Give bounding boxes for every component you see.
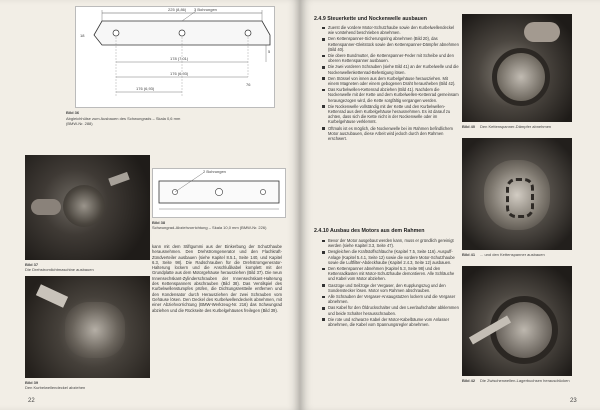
figure-36-caption: Abgleichhülse zum Ausbauen des Schwungrads – Skala 0,6 mm (BMW-Nr. 288)	[66, 116, 181, 126]
figure-39-caption: Den Kurbelwellendeckel abziehen	[25, 385, 86, 390]
dim-18: 18	[80, 33, 85, 38]
bearing-shape	[490, 296, 558, 364]
tool-shape	[36, 284, 68, 308]
list-item: Die obere Bundmutter, die Kettenspanner-Feder mit Scheibe und den oberen Kettenspanner ausbauen.	[322, 53, 460, 63]
right-page-number: 23	[570, 398, 577, 404]
dim-176a: 176 (6,93)	[170, 71, 189, 76]
figure-40-caption: Den Kettenspanner-Dämpfer abnehmen	[480, 124, 552, 129]
figure-39-photo	[25, 276, 150, 378]
figure-42-photo	[462, 266, 572, 376]
list-item: Das Kabel für den Öldruckschalter und den Leerlaufschalter abklemmen und beide Schalter herausschrauben.	[322, 305, 460, 315]
figure-36-drawing	[75, 6, 275, 108]
section-2-4-10-list	[322, 238, 460, 396]
list-item: Den Stössel von innen aus dem Kurbelgehäuse herausziehen. Mit einem Magneten oder einem gebogenen Draht herausheben (Bild 42).	[322, 76, 460, 86]
dim-5: 5	[268, 49, 271, 54]
figure-41-label: Bild 41	[462, 252, 476, 257]
figure-42-label: Bild 42	[462, 378, 476, 383]
figure-38-caption: Schwungrad-Abziehvorrichtung – Skala 10,0 mm (BMW-Nr. 226)	[152, 225, 267, 230]
list-item: Alle Schrauben der Vergaser-Ansaugstutzen lockern und die Vergaser abnehmen.	[322, 294, 460, 304]
list-item: Den Kettenspanner abnehmen (Kapitel 5.3, Seite 98) und den Kettenradkasten mit Motor-Schutzhaube demontieren. Alle Schläuche und Kabel vom Motor abziehen.	[322, 266, 460, 282]
figure-40-photo	[462, 14, 572, 122]
section-2-4-10-title: 2.4.10 Ausbau des Motors aus dem Rahmen	[314, 228, 425, 234]
list-item: Die rote und schwarze Kabel der Motor-Kabelbäume vom Anlasser abnehmen, die Kabel vom Spannungsregler abnehmen.	[322, 317, 460, 327]
dim-178: 178 (7,01)	[170, 56, 189, 61]
figure-38-drawing	[152, 168, 286, 218]
figure-37-photo	[25, 155, 150, 260]
figure-41-photo	[462, 138, 572, 250]
section-2-4-9-title: 2.4.9 Steuerkette und Nockenwelle ausbauen	[314, 16, 428, 22]
figure-37-label: Bild 37	[25, 262, 39, 267]
figure-36-label: Bild 36	[66, 110, 80, 115]
dim-176b: 176 (6,93)	[136, 86, 155, 91]
bolt-highlight	[108, 172, 130, 186]
sprocket-shape	[492, 48, 550, 106]
hand-shape	[524, 22, 560, 42]
right-page	[300, 0, 600, 410]
engine-block-shape	[65, 302, 125, 358]
hand-shape	[31, 199, 61, 215]
list-item: Oftmals ist es möglich, die Nockenwelle bei im Rahmen befindlichem Motor auszubauen, diese Arbeit wird jedoch durch den Rahmen erschwert.	[322, 126, 460, 142]
list-item: Bevor der Motor ausgebaut werden kann, muss er gründlich gereinigt werden (siehe Kapitel 3.3, Seite 47).	[322, 238, 460, 248]
list-item: Die Nockenwelle vollständig mit der Kette und den Kurbelwellen-Kettenrad aus dem Kurbelgehäuse herausnehmen. Es ist darauf zu achten, dass sich die Kette nicht in der Nockenwelle oder im Kurbelgehäuse verklemmt.	[322, 104, 460, 125]
list-item: Zuerst die vordere Motor-Schutzhaube sowie den Kurbelwellendeckel wie vorstehend beschrieben abnehmen.	[322, 25, 460, 35]
list-item: Das Kurbelwellen-Kettenrad abziehen (Bild 41). Nachdem die Nockenwelle mit der Kette und dem Kurbelwellen-Kettenrad gemeinsam herausgezogen wird, die Kette sorgfältig vergangen werden.	[322, 87, 460, 103]
list-item: Den Kettenspanner-Sicherungsring abnehmen (Bild 20), das Kettenspanner-Gleitstück sowie den Kettenspanner-Dämpfer abnehmen (Bild 40).	[322, 36, 460, 52]
fig38-holes: 2 Bohrungen	[203, 169, 226, 174]
figure-39-label: Bild 39	[25, 380, 39, 385]
figure-41-caption: ... und den Kettenspanner ausbauen	[480, 252, 545, 257]
chain-shape	[506, 178, 534, 218]
section-2-4-9-list	[322, 25, 460, 142]
puller-diagram	[153, 169, 285, 217]
dim-holes: 3 Bohrungen	[194, 7, 217, 12]
list-item: Desgleichen die Kraftstoffschläuche (Kapitel 7.5, Seite 116). Auspuff-Anlage (Kapitel 5.4.1, Seite 12) sowie die vordere Motor-Schutzhaube sowie die Luftfilter-Abdeckhaube (Kapitel 2.4.3, Seite 12) ausbauen.	[322, 249, 460, 265]
figure-40-label: Bild 40	[462, 124, 476, 129]
left-page-number: 22	[28, 398, 35, 404]
engine-cover-shape	[63, 185, 105, 227]
list-item: Gaszüge und Seilzüge der Vergaser, den Kupplungszug und den Sondenstecker lösen. Motor vom Rahmen abschrauben.	[322, 283, 460, 293]
figure-42-caption: Die Zwischenwellen-Lagerbuchsen herausdrücken	[480, 378, 570, 383]
left-body-text: kann mit dem Stiftgummi aus der Einkerbung der Schutzhaube herausnehmen. Den Drehstromgenerator und den Flachkraft-Zündverteiler ausbauen (siehe Kapitel 8.5.1, Seite 140, und Kapitel 6.3, Seite 98). Die Radschrauben für die Drehstromgenerator-Halterung lockern und die Anschlußkabel komplett mit der Grundplatte aus dem Motorgehäuse herausziehen (Bild 37). Die neun Innensechskant-Zylinderschrauben der Innensechskant-Halterung des Kettenspanners abschrauben (Bild 38). Das Ventilspiel des Kurbelwellenstumpfes prüfen, die Dichtungsrestteile entfernen und den Kondensator durch Herausziehen der zwei Schrauben vom Gehäuse lösen. Den Deckel des Kurbelwellendeckels abnehmen, mit einer Abziehvorrichtung (BMW-Werkzeug-Nr. 216) das Schwungrad abziehen und die Rückseite des Kurbelgehäuses freilegen (Bild 39).	[152, 244, 282, 313]
figure-38-label: Bild 38	[152, 220, 166, 225]
dim-76: 76	[246, 82, 251, 87]
dim-total: 225 (8,86)	[168, 7, 187, 12]
figure-37-caption: Die Drehstromlichtmaschine ausbauen	[25, 267, 94, 272]
list-item: Die zwei vorderen Schrauben (siehe Bild 41) an der Kurbelwelle und die Nockenwellenkettenrad-Befestigung lösen.	[322, 64, 460, 74]
